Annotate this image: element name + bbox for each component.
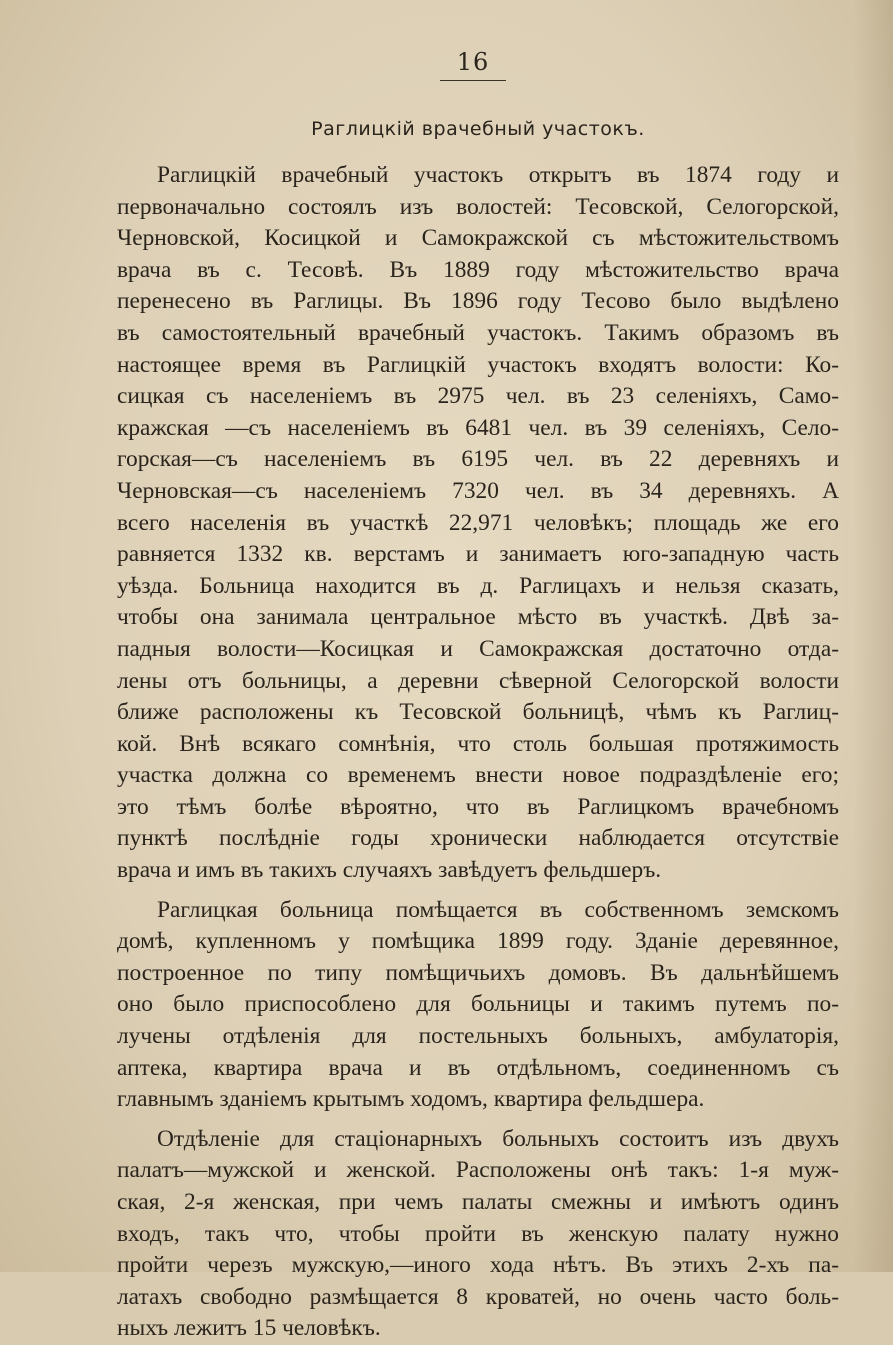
text-line: ближе расположены къ Тесовской больницѣ, чѣмъ къ Раглиц- (117, 699, 839, 726)
text-line: падныя волости—Косицкая и Самокражская достаточно отда- (117, 635, 839, 662)
text-line: чтобы она занимала центральное мѣсто въ участкѣ. Двѣ за- (117, 604, 839, 631)
text-line: кой. Внѣ всякаго сомнѣнія, что столь большая протяжимость (117, 730, 839, 757)
text-line: Черновская—съ населеніемъ 7320 чел. въ 34 деревняхъ. А (117, 477, 839, 504)
paragraph (117, 1124, 839, 1345)
text-line: равняется 1332 кв. верстамъ и занимаетъ юго-западную часть (117, 541, 839, 568)
paragraph (117, 160, 839, 887)
text-line: латахъ свободно размѣщается 8 кроватей, но очень часто боль- (117, 1283, 839, 1310)
text-line: ныхъ лежитъ 15 человѣкъ. (117, 1315, 381, 1342)
body-text (117, 160, 839, 1345)
text-line: оно было приспособлено для больницы и такимъ путемъ по- (117, 991, 839, 1018)
page-edge-shadow (853, 0, 893, 1272)
text-line: главнымъ зданіемъ крытымъ ходомъ, квартира фельдшера. (117, 1086, 705, 1113)
text-line: палатъ—мужской и женской. Расположены онѣ такъ: 1-я муж- (117, 1157, 839, 1184)
text-line: это тѣмъ болѣе вѣроятно, что въ Раглицкомъ врачебномъ (117, 793, 839, 820)
text-line: Черновской, Косицкой и Самокражской съ мѣстожительствомъ (117, 225, 839, 252)
text-line: входъ, такъ что, чтобы пройти въ женскую палату нужно (117, 1220, 839, 1247)
text-line: Отдѣленіе для стаціонарныхъ больныхъ состоитъ изъ двухъ (157, 1125, 839, 1152)
text-line: сицкая съ населеніемъ въ 2975 чел. въ 23 селеніяхъ, Само- (117, 383, 839, 410)
text-line: лучены отдѣленія для постельныхъ больныхъ, амбулаторія, (117, 1023, 839, 1050)
page-number: 16 (440, 48, 506, 81)
text-line: врача въ с. Тесовѣ. Въ 1889 году мѣстожительство врача (117, 256, 839, 283)
paragraph (117, 895, 839, 1116)
paragraph-gap (117, 1116, 839, 1124)
text-line: уѣзда. Больница находится въ д. Раглицахъ и нельзя сказать, (117, 572, 839, 599)
text-line: аптека, квартира врача и въ отдѣльномъ, соединенномъ съ (117, 1054, 839, 1081)
paragraph-gap (117, 887, 839, 895)
text-line: домѣ, купленномъ у помѣщика 1899 году. Зданіе деревянное, (117, 928, 839, 955)
text-line: врача и имъ въ такихъ случаяхъ завѣдуетъ фельдшеръ. (117, 857, 662, 884)
text-line: всего населенія въ участкѣ 22,971 человѣкъ; площадь же его (117, 509, 839, 536)
text-line: Раглицкій врачебный участокъ открытъ въ 1874 году и (157, 162, 839, 188)
text-line: кражская —съ населеніемъ въ 6481 чел. въ 39 селеніяхъ, Село- (117, 414, 839, 441)
text-line: перенесено въ Раглицы. Въ 1896 году Тесово было выдѣлено (117, 288, 839, 315)
text-line: первоначально состоялъ изъ волостей: Тесовской, Селогорской, (117, 193, 839, 220)
text-line: настоящее время въ Раглицкій участокъ входятъ волости: Ко- (117, 351, 839, 378)
text-line: Раглицкая больница помѣщается въ собственномъ земскомъ (157, 896, 839, 923)
text-line: лены отъ больницы, а деревни сѣверной Селогорской волости (117, 667, 839, 694)
text-line: участка должна со временемъ внести новое подраздѣленіе его; (117, 762, 839, 789)
text-line: ская, 2-я женская, при чемъ палаты смежны и имѣютъ одинъ (117, 1189, 839, 1215)
text-line: построенное по типу помѣщичьихъ домовъ. Въ дальнѣйшемъ (117, 959, 839, 986)
text-line: пунктѣ послѣдніе годы хронически наблюдается отсутствіе (117, 825, 839, 852)
section-heading: Раглицкій врачебный участокъ. (311, 118, 645, 140)
text-line: горская—съ населеніемъ въ 6195 чел. въ 22 деревняхъ и (117, 446, 839, 473)
text-line: въ самостоятельный врачебный участокъ. Такимъ образомъ въ (117, 319, 839, 346)
text-line: пройти черезъ мужскую,—иного хода нѣтъ. Въ этихъ 2-хъ па- (117, 1252, 839, 1279)
